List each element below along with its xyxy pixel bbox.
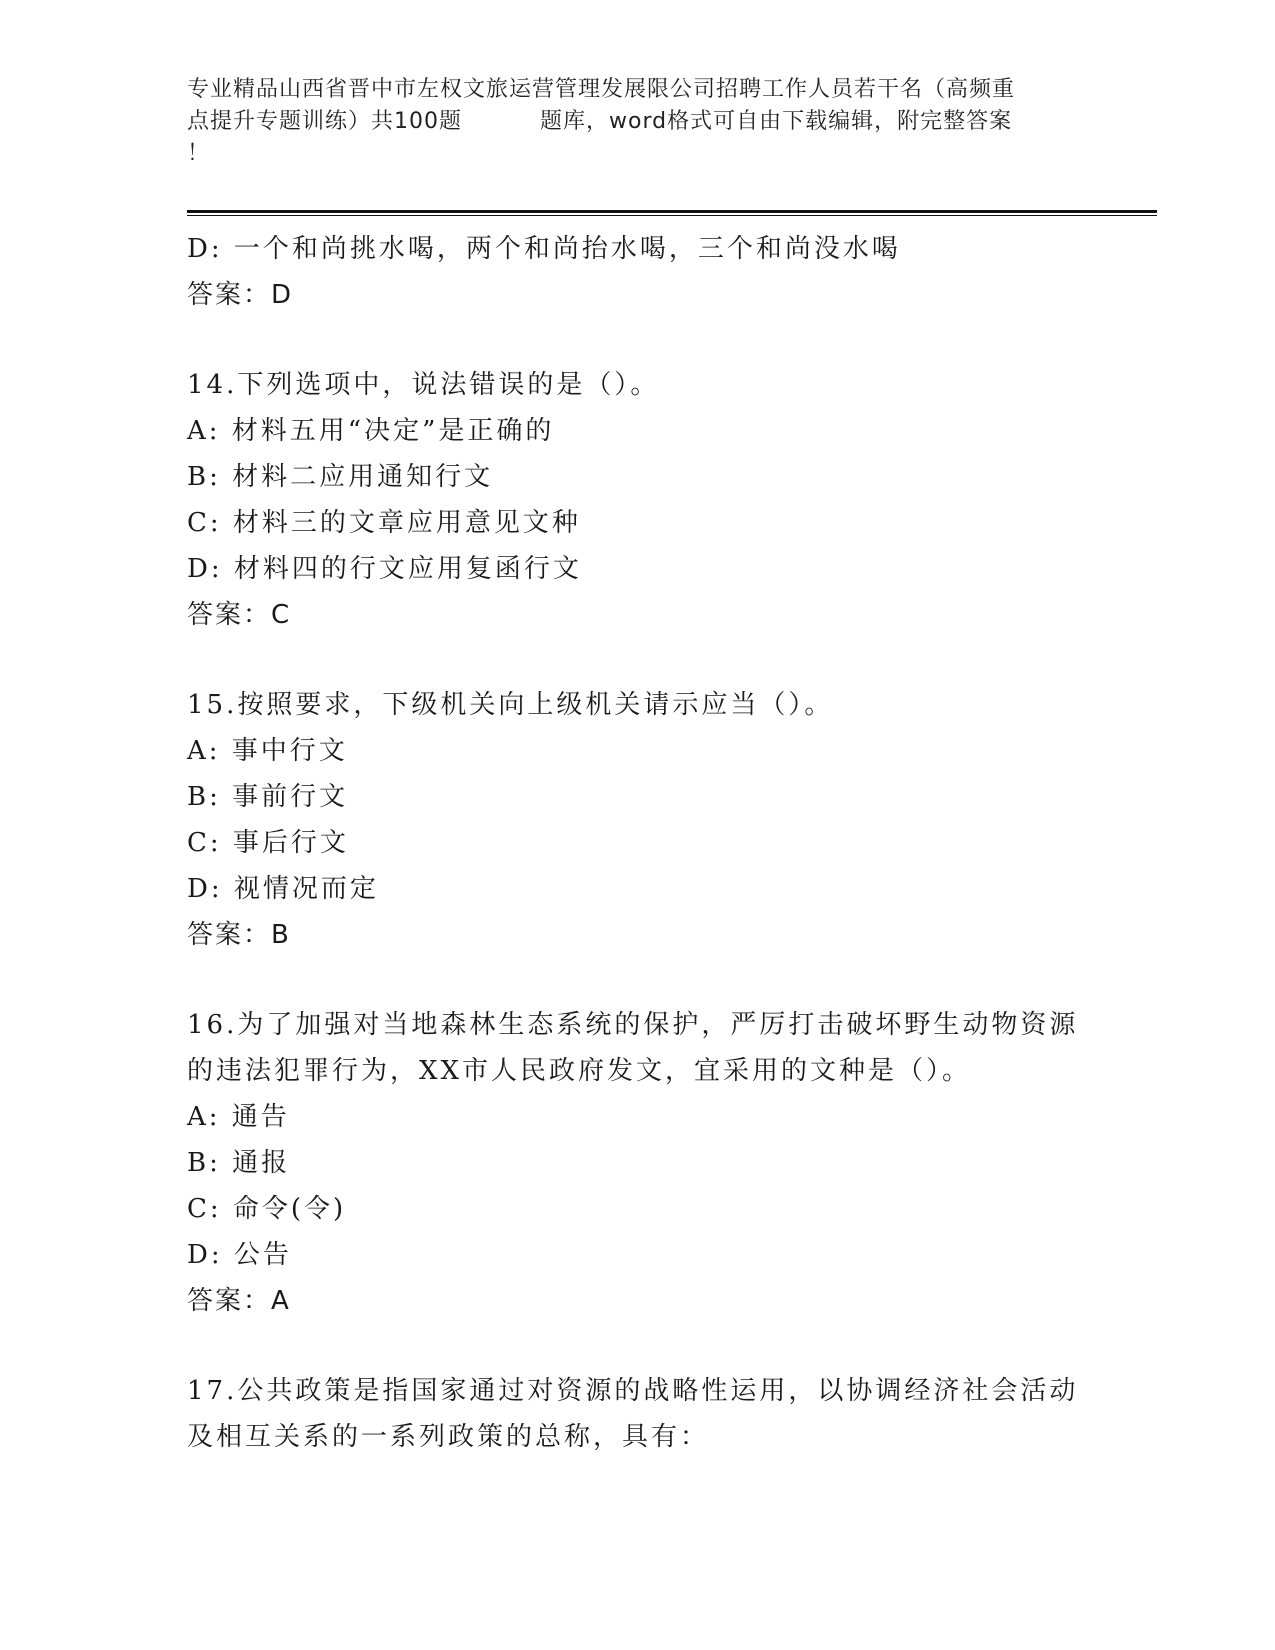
- header-line-2-part-b: 题库，word格式可自由下载编辑，附完整答案: [540, 109, 1013, 134]
- answer-line: 答案：D: [187, 280, 294, 310]
- question-text: 15.按照要求，下级机关向上级机关请示应当（）。: [187, 690, 834, 720]
- answer-line: 答案：C: [187, 600, 292, 630]
- header-line-2-part-a: 点提升专题训练）共100题: [187, 109, 462, 134]
- option-line: D: 视情况而定: [187, 874, 379, 904]
- option-line: D: 一个和尚挑水喝，两个和尚抬水喝，三个和尚没水喝: [187, 234, 901, 264]
- option-line: C: 命令(令): [187, 1194, 347, 1224]
- option-line: D: 材料四的行文应用复函行文: [187, 554, 582, 584]
- header-line-1: 专业精品山西省晋中市左权文旅运营管理发展限公司招聘工作人员若干名（高频重: [187, 77, 1016, 102]
- option-line: A: 通告: [187, 1102, 290, 1132]
- option-line: A: 材料五用“决定”是正确的: [187, 416, 555, 446]
- question-text: 14.下列选项中，说法错误的是（）。: [187, 370, 660, 400]
- question-text: 17.公共政策是指国家通过对资源的战略性运用，以协调经济社会活动: [187, 1376, 1079, 1406]
- question-spacer: [187, 638, 1087, 682]
- question-text: 的违法犯罪行为，XX市人民政府发文，宜采用的文种是（）。: [187, 1056, 972, 1086]
- question-spacer: [187, 318, 1087, 362]
- option-line: C: 材料三的文章应用意见文种: [187, 508, 581, 538]
- question-spacer: [187, 1324, 1087, 1368]
- option-line: B: 事前行文: [187, 782, 349, 812]
- option-line: B: 通报: [187, 1148, 291, 1178]
- option-line: C: 事后行文: [187, 828, 349, 858]
- option-line: D: 公告: [187, 1240, 292, 1270]
- header-divider-thin: [187, 215, 1157, 216]
- question-text: 16.为了加强对当地森林生态系统的保护，严厉打击破坏野生动物资源: [187, 1010, 1079, 1040]
- answer-line: 答案：B: [187, 920, 291, 950]
- document-header: [187, 74, 1087, 170]
- question-list: [187, 226, 1087, 1460]
- header-line-2: [187, 106, 1087, 138]
- question-spacer: [187, 958, 1087, 1002]
- option-line: A: 事中行文: [187, 736, 348, 766]
- answer-line: 答案：A: [187, 1286, 291, 1316]
- question-text: 及相互关系的一系列政策的总称，具有：: [187, 1422, 710, 1452]
- header-divider-thick: [187, 210, 1157, 213]
- header-line-3: ！: [187, 141, 211, 166]
- option-line: B: 材料二应用通知行文: [187, 462, 494, 492]
